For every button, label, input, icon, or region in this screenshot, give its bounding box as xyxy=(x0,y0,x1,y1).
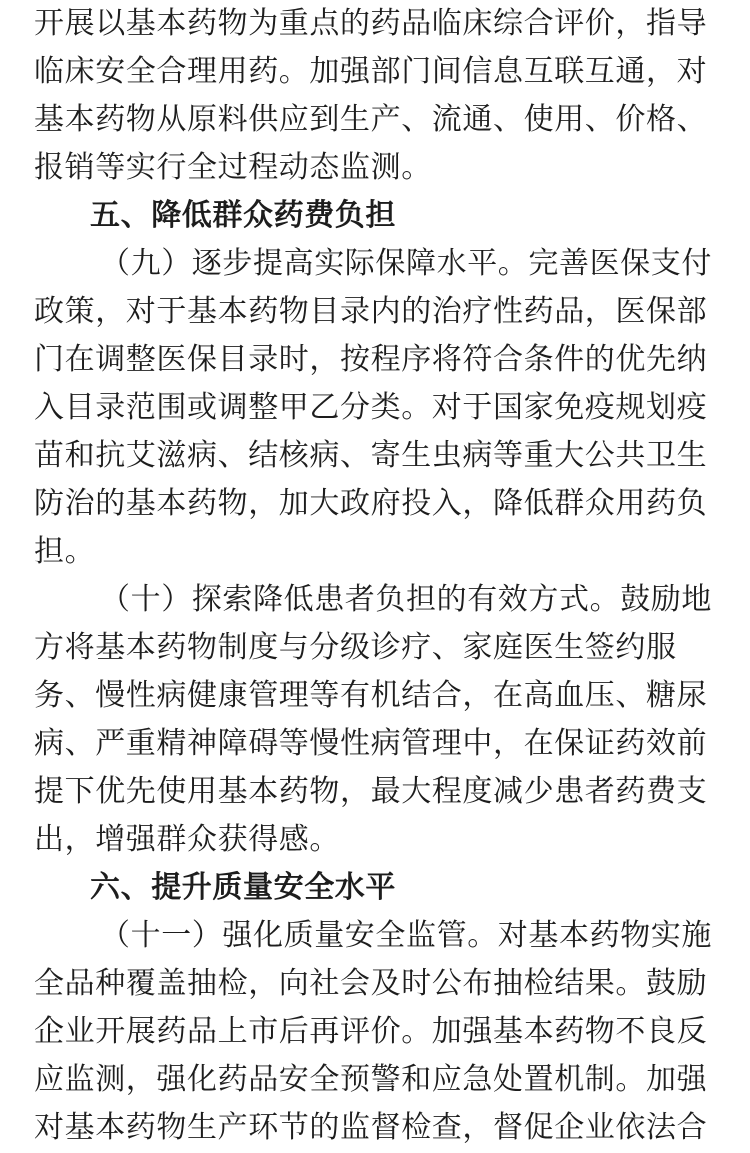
paragraph-10-line-3: 务、慢性病健康管理等有机结合，在高血压、糖尿 xyxy=(34,678,708,713)
section-heading-5: 五、降低群众药费负担 xyxy=(90,198,396,233)
text-line-1: 开展以基本药物为重点的药品临床综合评价，指导 xyxy=(34,6,708,41)
text-line-4: 报销等实行全过程动态监测。 xyxy=(34,150,432,185)
paragraph-9-line-5: 苗和抗艾滋病、结核病、寄生虫病等重大公共卫生 xyxy=(34,438,708,473)
text-line-3: 基本药物从原料供应到生产、流通、使用、价格、 xyxy=(34,102,708,137)
paragraph-11-line-5: 对基本药物生产环节的监督检查，督促企业依法合 xyxy=(34,1110,708,1145)
paragraph-9-line-7: 担。 xyxy=(34,534,96,569)
section-heading-6: 六、提升质量安全水平 xyxy=(90,870,396,905)
paragraph-11-line-2: 全品种覆盖抽检，向社会及时公布抽检结果。鼓励 xyxy=(34,966,708,1001)
paragraph-9-line-1: （九）逐步提高实际保障水平。完善医保支付 xyxy=(100,246,712,281)
paragraph-10-line-4: 病、严重精神障碍等慢性病管理中，在保证药效前 xyxy=(34,726,708,761)
text-line-2: 临床安全合理用药。加强部门间信息互联互通，对 xyxy=(34,54,708,89)
paragraph-9-line-6: 防治的基本药物，加大政府投入，降低群众用药负 xyxy=(34,486,708,521)
paragraph-11-line-4: 应监测，强化药品安全预警和应急处置机制。加强 xyxy=(34,1062,708,1097)
paragraph-11-line-1: （十一）强化质量安全监管。对基本药物实施 xyxy=(100,918,712,953)
paragraph-9-line-4: 入目录范围或调整甲乙分类。对于国家免疫规划疫 xyxy=(34,390,708,425)
paragraph-10-line-6: 出，增强群众获得感。 xyxy=(34,822,340,857)
paragraph-11-line-3: 企业开展药品上市后再评价。加强基本药物不良反 xyxy=(34,1014,708,1049)
paragraph-10-line-5: 提下优先使用基本药物，最大程度减少患者药费支 xyxy=(34,774,708,809)
paragraph-10-line-2: 方将基本药物制度与分级诊疗、家庭医生签约服 xyxy=(34,630,677,665)
paragraph-9-line-3: 门在调整医保目录时，按程序将符合条件的优先纳 xyxy=(34,342,708,377)
paragraph-10-line-1: （十）探索降低患者负担的有效方式。鼓励地 xyxy=(100,582,712,617)
paragraph-9-line-2: 政策，对于基本药物目录内的治疗性药品，医保部 xyxy=(34,294,708,329)
